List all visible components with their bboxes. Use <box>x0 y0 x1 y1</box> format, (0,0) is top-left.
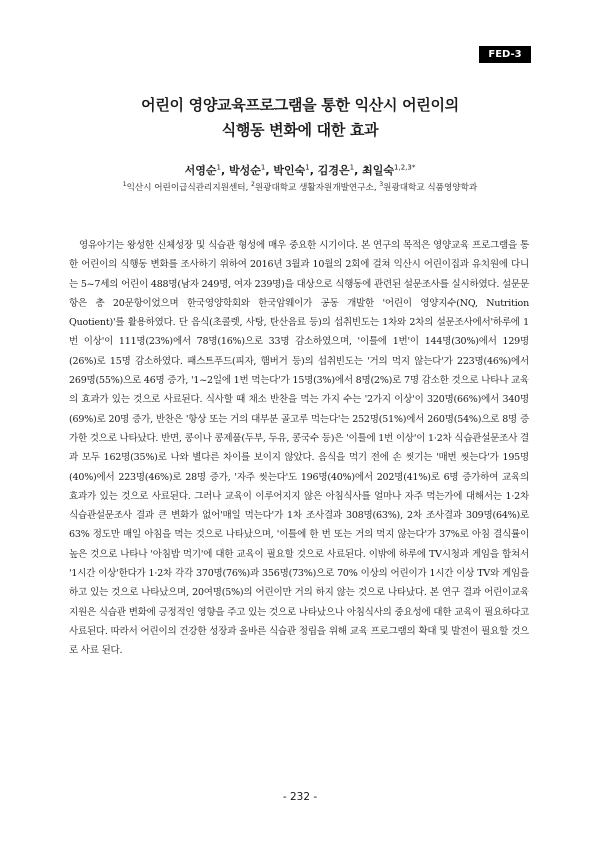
affiliation-mark: 3 <box>379 181 384 189</box>
affiliation-text: 원광대학교 식품영양학과 <box>383 183 478 193</box>
page-number: - 232 - <box>282 791 318 803</box>
title-line-2: 식행동 변화에 대한 효과 <box>221 121 379 139</box>
abstract-body: 영유아기는 왕성한 신체성장 및 식습관 형성에 매우 중요한 시기이다. 본 연구의 목적은 영양교육 프로그램을 통한 어린이의 식행동 변화를 조사하기 위하여 2016년 3월과 10월의 2회에 걸쳐 익산시 어린이집과 유치원에 다니는 5~7세의 어린이 488명(남자 249명, 여자 239명)을 대상으로 식행동에 관련된 설문조사를 실시하였다. 설문문항은 총 20문항이었으며 한국영양학회와 한국암웨이가 공동 개발한 '어린이 영양지수(NQ, Nutrition Quotient)'를 활용하였다. 단 음식(초콜렛, 사탕, 탄산음료 등)의 섭취빈도는 1차와 2차의 설문조사에서'하루에 1번 이상'이 111명(23%)에서 78명(16%)으로 33명 감소하였으며, '이틀에 1번'이 144명(30%)에서 129명(26%)로 15명 감소하였다. 패스트푸드(피자, 햄버거 등)의 섭취빈도는 '거의 먹지 않는다'가 223명(46%)에서 269명(55%)으로 46명 증가, '1~2일에 1번 먹는다'가 15명(3%)에서 8명(2%)로 7명 감소한 것으로 나타나 교육의 효과가 있는 것으로 사료된다. 식사할 때 채소 반찬을 먹는 가지 수는 '2가지 이상'이 320명(66%)에서 340명(69%)로 20명 증가, 반찬은 '항상 또는 거의 대부분 골고루 먹는다'는 252명(51%)에서 260명(54%)으로 8명 증가한 것으로 나타났다. 반면, 콩이나 콩제품(두부, 두유, 콩국수 등)은 '이틀에 1번 이상'이 1·2차 식습관설문조사 결과 모두 162명(35%)로 나와 별다른 차이를 보이지 않았다. 음식을 먹기 전에 손 씻기는 '매번 씻는다'가 195명(40%)에서 223명(46%)로 28명 증가, '자주 씻는다'도 196명(40%)에서 202명(41%)로 6명 증가하여 교육의 효과가 있는 것으로 사료된다. 그러나 교육이 이루어지지 않은 아침식사를 얼마나 자주 먹는가에 대해서는 1·2차 식습관설문조사 결과 큰 변화가 없어'매일 먹는다'가 1차 조사결과 308명(63%), 2차 조사결과 309명(64%)로 63% 정도만 매일 아침을 먹는 것으로 나타났으며, '이틀에 한 번 또는 거의 먹지 않는다'가 37%로 아침 결식률이 높은 것으로 나타나 '아침밥 먹기'에 대한 교육이 필요할 것으로 사료된다. 이밖에 하루에 TV시청과 게임을 합쳐서 '1시간 이상'한다가 1·2차 각각 370명(76%)과 356명(73%)으로 70% 이상의 어린이가 1시간 이상 TV와 게임을 하고 있는 것으로 나타났으며, 20여명(5%)의 어린이만 거의 하지 않는 것으로 나타났다. 본 연구 결과 어린이교육 지원은 식습관 변화에 긍정적인 영향을 주고 있는 것으로 나타났으나 아침식사의 중요성에 대한 교육이 필요하다고 사료된다. 따라서 어린이의 건강한 성장과 올바른 식습관 정립을 위해 교육 프로그램의 확대 및 발전이 필요할 것으로 사료 된다. <box>69 240 529 657</box>
affiliation-mark: 2 <box>251 181 255 189</box>
paper-title <box>0 93 600 143</box>
author-affiliation-mark: 1 <box>260 163 266 172</box>
author-name: 김경은 <box>317 164 350 177</box>
title-line-1: 어린이 영양교육프로그램을 통한 익산시 어린이의 <box>141 96 459 114</box>
affiliation-text: 원광대학교 생활자원개발연구소 <box>254 183 374 193</box>
author-list: 서영순$^1$, 박성순$^1$, 박인숙$^1$, 김경은$^1$, 최일숙$^{1,2,3*}$ <box>184 163 416 177</box>
author-affiliation-mark: 1 <box>216 163 221 172</box>
author-affiliation-mark: 1,2,3* <box>394 163 416 172</box>
author-name: 박성순 <box>229 164 261 177</box>
author-affiliation-mark: 1 <box>349 163 355 172</box>
affiliation-list: $^1$익산시 어린이급식관리지원센터, $^2$원광대학교 생활자원개발연구소, $^3$원광대학교 식품영양학과 <box>122 181 478 193</box>
affiliation-mark: 1 <box>122 181 127 189</box>
author-name: 최일숙 <box>362 164 395 177</box>
session-badge: FED-3 <box>479 46 531 63</box>
affiliation-text: 익산시 어린이급식관리지원센터 <box>126 183 246 193</box>
author-name: 박인숙 <box>273 164 306 177</box>
author-name: 서영순 <box>184 164 217 177</box>
author-affiliation-mark: 1 <box>305 163 310 172</box>
